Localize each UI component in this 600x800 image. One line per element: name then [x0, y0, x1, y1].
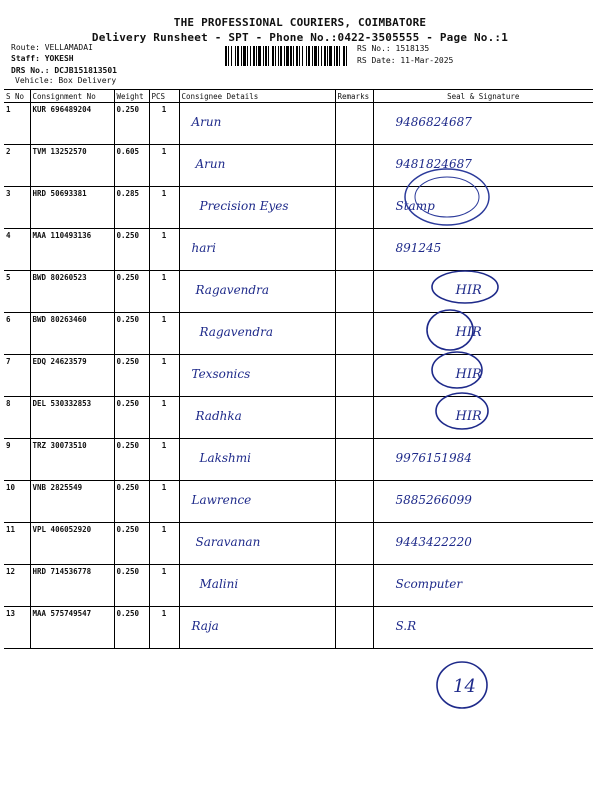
row-weight: 0.605: [114, 145, 149, 187]
signature-handwriting: 9481824687: [395, 157, 472, 171]
row-pcs: 1: [149, 607, 179, 649]
row-remarks: [335, 607, 373, 649]
signature-handwriting: Stamp: [395, 199, 435, 213]
row-remarks: [335, 271, 373, 313]
row-consignment-no: TVM 13252570: [30, 145, 114, 187]
row-consignment-no: DEL 530332853: [30, 397, 114, 439]
row-signature: [373, 355, 593, 397]
barcode: [225, 46, 348, 66]
consignee-handwriting: Raja: [191, 619, 219, 633]
consignee-handwriting: Ragavendra: [195, 283, 269, 297]
consignee-handwriting: Arun: [191, 115, 222, 129]
row-signature: [373, 271, 593, 313]
row-signature: [373, 607, 593, 649]
row-consignment-no: HRD 50693381: [30, 187, 114, 229]
row-remarks: [335, 565, 373, 607]
row-consignment-no: VNB 2825549: [30, 481, 114, 523]
row-consignee: [179, 439, 335, 481]
row-signature: [373, 145, 593, 187]
row-consignee: [179, 355, 335, 397]
row-consignee: [179, 145, 335, 187]
row-weight: 0.285: [114, 187, 149, 229]
header-signature: Seal & Signature: [373, 90, 593, 103]
row-signature: [373, 439, 593, 481]
row-signature: [373, 313, 593, 355]
row-consignee: [179, 187, 335, 229]
vehicle-label: Vehicle: Box Delivery: [15, 76, 117, 85]
row-consignment-no: MAA 575749547: [30, 607, 114, 649]
row-signature: [373, 481, 593, 523]
row-weight: 0.250: [114, 439, 149, 481]
row-sno: 4: [4, 229, 30, 271]
row-pcs: 1: [149, 565, 179, 607]
row-pcs: 1: [149, 523, 179, 565]
rs-date: RS Date: 11-Mar-2025: [357, 56, 454, 65]
row-pcs: 1: [149, 145, 179, 187]
runsheet-subtitle: Delivery Runsheet - SPT - Phone No.:0422-3505555 - Page No.:1: [91, 31, 509, 44]
consignee-handwriting: Arun: [195, 157, 226, 171]
row-sno: 10: [4, 481, 30, 523]
consignee-handwriting: Saravanan: [195, 535, 261, 549]
row-remarks: [335, 397, 373, 439]
row-consignment-no: EDQ 24623579: [30, 355, 114, 397]
row-weight: 0.250: [114, 355, 149, 397]
row-consignee: [179, 271, 335, 313]
row-consignee: [179, 565, 335, 607]
header-pcs: PCS: [149, 90, 179, 103]
table-row: [4, 271, 593, 313]
table-row: [4, 565, 593, 607]
signature-handwriting: S.R: [395, 619, 417, 633]
consignee-handwriting: Radhka: [195, 409, 242, 423]
signature-handwriting: HIR: [455, 409, 482, 424]
row-remarks: [335, 103, 373, 145]
header-consignment: Consignment No: [30, 90, 114, 103]
signature-handwriting: 9443422220: [395, 535, 472, 549]
row-sno: 2: [4, 145, 30, 187]
consignee-handwriting: Malini: [199, 577, 239, 591]
row-sno: 12: [4, 565, 30, 607]
rs-number: RS No.: 1518135: [357, 44, 430, 53]
consignee-handwriting: Lawrence: [191, 493, 252, 507]
row-pcs: 1: [149, 481, 179, 523]
row-remarks: [335, 355, 373, 397]
row-weight: 0.250: [114, 481, 149, 523]
row-pcs: 1: [149, 439, 179, 481]
signature-handwriting: HIR: [455, 325, 482, 340]
row-remarks: [335, 187, 373, 229]
header-remarks: Remarks: [335, 90, 373, 103]
header-sno: S No: [4, 90, 30, 103]
row-pcs: 1: [149, 187, 179, 229]
row-consignee: [179, 103, 335, 145]
row-sno: 9: [4, 439, 30, 481]
row-pcs: 1: [149, 271, 179, 313]
row-weight: 0.250: [114, 229, 149, 271]
row-consignment-no: KUR 696489204: [30, 103, 114, 145]
row-sno: 11: [4, 523, 30, 565]
consignee-handwriting: Lakshmi: [199, 451, 251, 465]
table-row: [4, 145, 593, 187]
row-consignment-no: HRD 714536778: [30, 565, 114, 607]
row-signature: [373, 523, 593, 565]
row-consignee: [179, 523, 335, 565]
row-pcs: 1: [149, 355, 179, 397]
row-signature: [373, 397, 593, 439]
signature-handwriting: Scomputer: [395, 577, 463, 591]
table-row: [4, 229, 593, 271]
footer-circle: [437, 662, 487, 708]
consignee-handwriting: hari: [191, 241, 216, 255]
table-row: [4, 439, 593, 481]
row-pcs: 1: [149, 103, 179, 145]
header-consignee: Consignee Details: [179, 90, 335, 103]
drs-value: DCJB151813501: [54, 66, 117, 75]
row-weight: 0.250: [114, 565, 149, 607]
row-signature: [373, 565, 593, 607]
row-consignee: [179, 229, 335, 271]
header-weight: Weight: [114, 90, 149, 103]
row-sno: 3: [4, 187, 30, 229]
signature-handwriting: 9486824687: [395, 115, 472, 129]
row-consignee: [179, 313, 335, 355]
row-consignment-no: MAA 110493136: [30, 229, 114, 271]
table-row: [4, 481, 593, 523]
table-row: [4, 607, 593, 649]
row-consignee: [179, 607, 335, 649]
row-consignment-no: BWD 80263460: [30, 313, 114, 355]
row-remarks: [335, 481, 373, 523]
company-title: THE PROFESSIONAL COURIERS, COIMBATORE: [173, 16, 427, 29]
row-signature: [373, 103, 593, 145]
row-sno: 5: [4, 271, 30, 313]
row-consignee: [179, 481, 335, 523]
row-sno: 8: [4, 397, 30, 439]
row-remarks: [335, 145, 373, 187]
row-signature: [373, 229, 593, 271]
consignee-handwriting: Ragavendra: [199, 325, 273, 339]
table-row: [4, 313, 593, 355]
row-remarks: [335, 439, 373, 481]
row-weight: 0.250: [114, 313, 149, 355]
signature-handwriting: 5885266099: [395, 493, 472, 507]
row-pcs: 1: [149, 397, 179, 439]
row-consignment-no: TRZ 30073510: [30, 439, 114, 481]
consignee-handwriting: Precision Eyes: [199, 199, 289, 213]
row-pcs: 1: [149, 229, 179, 271]
row-sno: 7: [4, 355, 30, 397]
row-remarks: [335, 523, 373, 565]
row-weight: 0.250: [114, 271, 149, 313]
row-weight: 0.250: [114, 523, 149, 565]
signature-handwriting: 891245: [395, 241, 442, 255]
staff-label: Staff: YOKESH: [11, 54, 74, 63]
consignee-handwriting: Texsonics: [191, 367, 251, 381]
route-label: Route: VELLAMADAI: [11, 43, 93, 52]
table-row: [4, 187, 593, 229]
signature-handwriting: HIR: [455, 283, 482, 298]
runsheet-table: [4, 89, 593, 649]
table-row: [4, 355, 593, 397]
row-weight: 0.250: [114, 103, 149, 145]
row-weight: 0.250: [114, 607, 149, 649]
row-remarks: [335, 313, 373, 355]
table-row: [4, 397, 593, 439]
footer-mark: 14: [453, 676, 476, 697]
drs-label: DRS No.:: [11, 66, 50, 75]
row-consignment-no: VPL 406052920: [30, 523, 114, 565]
row-consignment-no: BWD 80260523: [30, 271, 114, 313]
row-sno: 6: [4, 313, 30, 355]
table-row: [4, 523, 593, 565]
row-pcs: 1: [149, 313, 179, 355]
row-signature: [373, 187, 593, 229]
signature-handwriting: 9976151984: [395, 451, 472, 465]
signature-handwriting: HIR: [455, 367, 482, 382]
table-row: [4, 103, 593, 145]
table-header-row: [4, 90, 593, 103]
row-sno: 13: [4, 607, 30, 649]
row-weight: 0.250: [114, 397, 149, 439]
row-consignee: [179, 397, 335, 439]
row-remarks: [335, 229, 373, 271]
drs-number: [11, 66, 117, 75]
row-sno: 1: [4, 103, 30, 145]
